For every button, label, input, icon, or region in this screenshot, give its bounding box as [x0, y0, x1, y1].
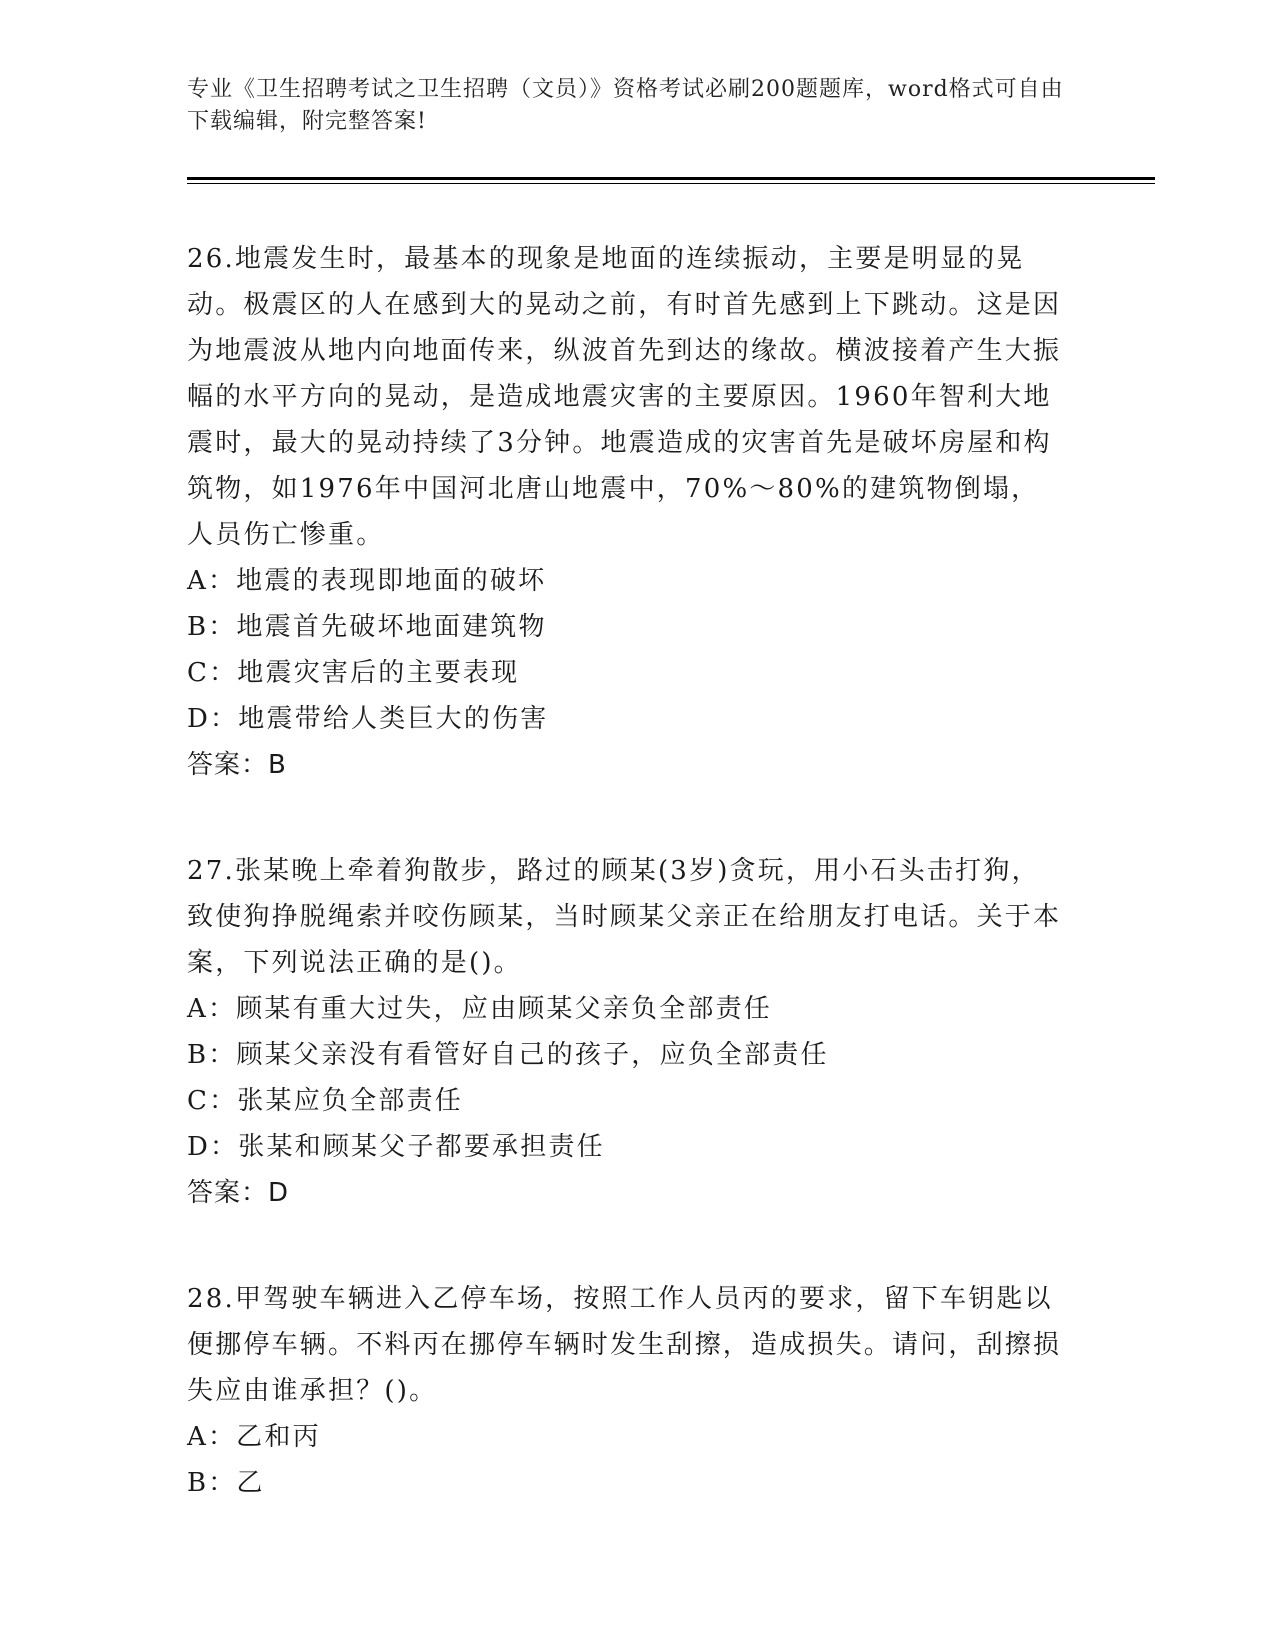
question-stem: 26.地震发生时，最基本的现象是地面的连续振动，主要是明显的晃动。极震区的人在感到大的晃动之前，有时首先感到上下跳动。这是因为地震波从地内向地面传来，纵波首先到达的缘故。横波接着产生大振幅的水平方向的晃动，是造成地震灾害的主要原因。1960年智利大地震时，最大的晃动持续了3分钟。地震造成的灾害首先是破坏房屋和构筑物，如1976年中国河北唐山地震中，70%～80%的建筑物倒塌，人员伤亡惨重。	[187, 244, 1062, 550]
option-b: B：地震首先破坏地面建筑物	[187, 612, 547, 642]
option-d: D：地震带给人类巨大的伤害	[187, 704, 549, 734]
question-stem: 28.甲驾驶车辆进入乙停车场，按照工作人员丙的要求，留下车钥匙以便挪停车辆。不料丙在挪停车辆时发生刮擦，造成损失。请问，刮擦损失应由谁承担？()。	[187, 1284, 1062, 1406]
option-c: C：张某应负全部责任	[187, 1086, 463, 1116]
question-26	[187, 236, 1067, 788]
question-28	[187, 1276, 1067, 1506]
answer-label: 答案：D	[187, 1178, 290, 1208]
option-b: B：顾某父亲没有看管好自己的孩子，应负全部责任	[187, 1040, 829, 1070]
question-stem: 27.张某晚上牵着狗散步，路过的顾某(3岁)贪玩，用小石头击打狗，致使狗挣脱绳索并咬伤顾某，当时顾某父亲正在给朋友打电话。关于本案，下列说法正确的是()。	[187, 856, 1062, 978]
question-list	[187, 236, 1067, 1566]
option-a: A：顾某有重大过失，应由顾某父亲负全部责任	[187, 994, 772, 1024]
document-header: 专业《卫生招聘考试之卫生招聘（文员）》资格考试必刷200题题库，word格式可自由下载编辑，附完整答案!	[187, 77, 1064, 134]
question-27	[187, 848, 1067, 1216]
answer-label: 答案：B	[187, 750, 287, 780]
header-divider-thick	[187, 177, 1155, 180]
option-a: A：地震的表现即地面的破坏	[187, 566, 547, 596]
option-c: C：地震灾害后的主要表现	[187, 658, 520, 688]
option-d: D：张某和顾某父子都要承担责任	[187, 1132, 605, 1162]
option-b: B：乙	[187, 1468, 265, 1498]
header-divider-thin	[187, 183, 1155, 184]
option-a: A：乙和丙	[187, 1422, 321, 1452]
